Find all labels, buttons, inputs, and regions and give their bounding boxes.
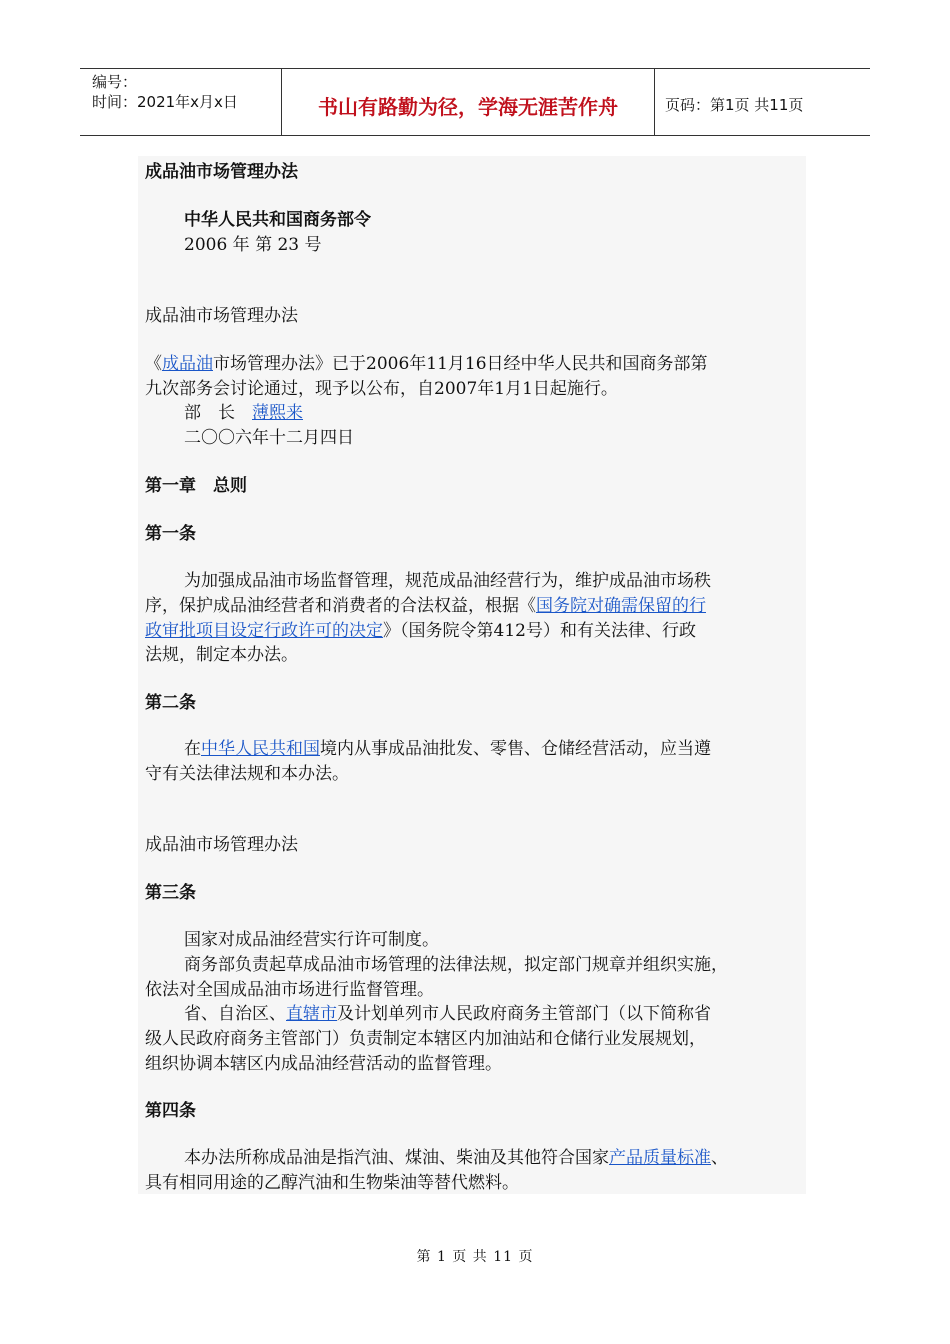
article-text: 及计划单列市人民政府商务主管部门（以下简称省 (337, 1004, 711, 1024)
article-3-title: 第三条 (145, 883, 196, 903)
article-3-p3-line-1 (184, 1002, 711, 1027)
article-1-line-2 (145, 594, 706, 619)
chapter-1-title: 第一章 总则 (145, 476, 247, 496)
article-1-title: 第一条 (145, 524, 196, 544)
article-text: 省、自治区、 (184, 1004, 286, 1024)
article-text: 、 (711, 1148, 728, 1168)
article-text: 境内从事成品油批发、零售、仓储经营活动，应当遵 (320, 739, 711, 759)
number-label: 编号： (92, 73, 138, 91)
link-state-council-decision[interactable]: 国务院对确需保留的行 (536, 596, 706, 616)
header-motto: 书山有路勤为径，学海无涯苦作舟 (282, 69, 655, 135)
link-minister-name[interactable]: 薄熙来 (252, 403, 303, 423)
minister-label: 部 长 (184, 403, 252, 423)
article-2-title: 第二条 (145, 693, 196, 713)
article-1-line-3 (145, 619, 696, 644)
article-text: 序，保护成品油经营者和消费者的合法权益，根据《 (145, 596, 536, 616)
link-state-council-decision-cont[interactable]: 政审批项目设定行政许可的决定 (145, 621, 383, 641)
link-chengpinyou[interactable]: 成品油 (162, 354, 213, 374)
article-3-p3-line-3: 组织协调本辖区内成品油经营活动的监督管理。 (145, 1054, 502, 1074)
document-body (138, 156, 806, 1194)
link-municipality[interactable]: 直辖市 (286, 1004, 337, 1024)
header-page-code: 页码：第1页 共11页 (665, 95, 804, 114)
article-3-p3-line-2: 级人民政府商务主管部门）负责制定本辖区内加油站和仓储行业发展规划， (145, 1029, 706, 1049)
link-prc[interactable]: 中华人民共和国 (201, 739, 320, 759)
minister-line (184, 401, 303, 426)
article-text: 在 (184, 739, 201, 759)
header-meta (80, 69, 282, 135)
intro-line-1 (145, 352, 708, 377)
decree-date: 二〇〇六年十二月四日 (184, 428, 354, 448)
link-quality-standard[interactable]: 产品质量标准 (609, 1148, 711, 1168)
decree-number: 2006 年 第 23 号 (184, 235, 322, 255)
article-4-title: 第四条 (145, 1101, 196, 1121)
article-4-line-1 (184, 1146, 728, 1171)
doc-subtitle-repeat: 成品油市场管理办法 (145, 835, 298, 855)
page-footer: 第 1 页 共 11 页 (416, 1249, 534, 1265)
decree-line: 中华人民共和国商务部令 (184, 210, 371, 230)
article-1-line-4: 法规，制定本办法。 (145, 645, 298, 665)
time-label: 时间：2021年x月x日 (92, 93, 238, 111)
article-3-p1: 国家对成品油经营实行许可制度。 (184, 930, 439, 950)
doc-title: 成品油市场管理办法 (145, 162, 298, 182)
article-2-line-1 (184, 737, 711, 762)
intro-line-2: 九次部务会讨论通过，现予以公布，自2007年1月1日起施行。 (145, 379, 618, 399)
intro-text: 《 (145, 354, 162, 374)
article-3-p2-line-1: 商务部负责起草成品油市场管理的法律法规，拟定部门规章并组织实施， (184, 955, 728, 975)
article-4-line-2: 具有相同用途的乙醇汽油和生物柴油等替代燃料。 (145, 1173, 519, 1193)
article-1-line-1: 为加强成品油市场监督管理，规范成品油经营行为，维护成品油市场秩 (184, 571, 711, 591)
article-3-p2-line-2: 依法对全国成品油市场进行监督管理。 (145, 980, 434, 1000)
article-text: 本办法所称成品油是指汽油、煤油、柴油及其他符合国家 (184, 1148, 609, 1168)
article-2-line-2: 守有关法律法规和本办法。 (145, 764, 349, 784)
doc-subtitle: 成品油市场管理办法 (145, 306, 298, 326)
intro-text: 市场管理办法》已于2006年11月16日经中华人民共和国商务部第 (213, 354, 708, 374)
header-table (80, 68, 870, 136)
article-text: 》（国务院令第412号）和有关法律、行政 (383, 621, 696, 641)
